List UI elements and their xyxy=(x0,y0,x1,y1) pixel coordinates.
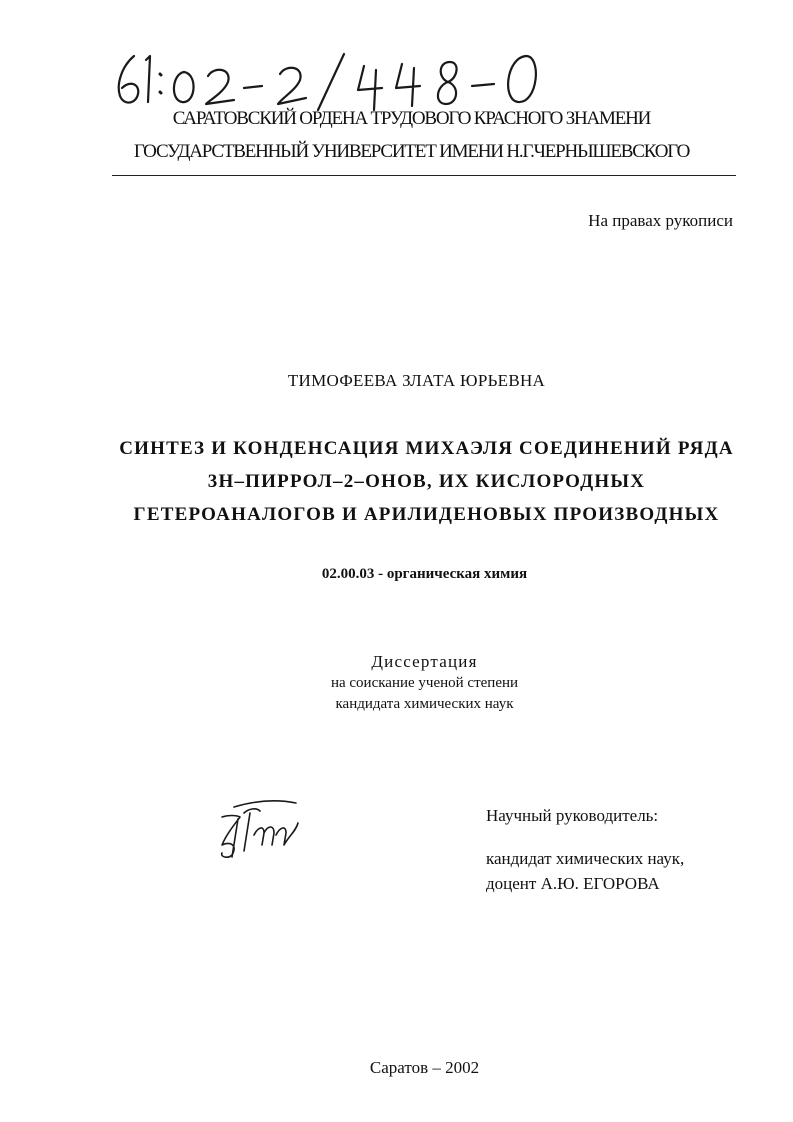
university-name-line-1: САРАТОВСКИЙ ОРДЕНА ТРУДОВОГО КРАСНОГО ЗНАМЕНИ xyxy=(172,108,651,129)
author-name: ТИМОФЕЕВА ЗЛАТА ЮРЬЕВНА xyxy=(287,371,546,390)
specialty-code: 02.00.03 - органическая химия xyxy=(321,566,528,582)
supervisor-block xyxy=(486,803,684,896)
degree-heading: Диссертация xyxy=(371,652,478,671)
handwritten-archive-number xyxy=(112,44,552,114)
dissertation-title xyxy=(60,432,793,531)
title-line-2: 3Н–ПИРРОЛ–2–ОНОВ, ИХ КИСЛОРОДНЫХ xyxy=(207,471,646,492)
title-line-1: СИНТЕЗ И КОНДЕНСАЦИЯ МИХАЭЛЯ СОЕДИНЕНИЙ РЯДА xyxy=(119,438,734,459)
degree-line-2: кандидата химических наук xyxy=(335,696,514,712)
rights-note: На правах рукописи xyxy=(588,211,733,230)
title-line-3: ГЕТЕРОАНАЛОГОВ И АРИЛИДЕНОВЫХ ПРОИЗВОДНЫХ xyxy=(133,504,720,525)
university-name-line-2: ГОСУДАРСТВЕННЫЙ УНИВЕРСИТЕТ ИМЕНИ Н.Г.ЧЕРНЫШЕВСКОГО xyxy=(133,141,690,162)
supervisor-name: доцент А.Ю. ЕГОРОВА xyxy=(486,874,660,893)
place-and-year: Саратов – 2002 xyxy=(369,1058,480,1077)
header-divider xyxy=(112,175,736,176)
supervisor-label: Научный руководитель: xyxy=(486,806,659,825)
degree-line-1: на соискание ученой степени xyxy=(330,675,519,691)
author-signature xyxy=(214,795,304,865)
supervisor-degree: кандидат химических наук, xyxy=(486,849,685,868)
degree-statement xyxy=(0,651,793,715)
